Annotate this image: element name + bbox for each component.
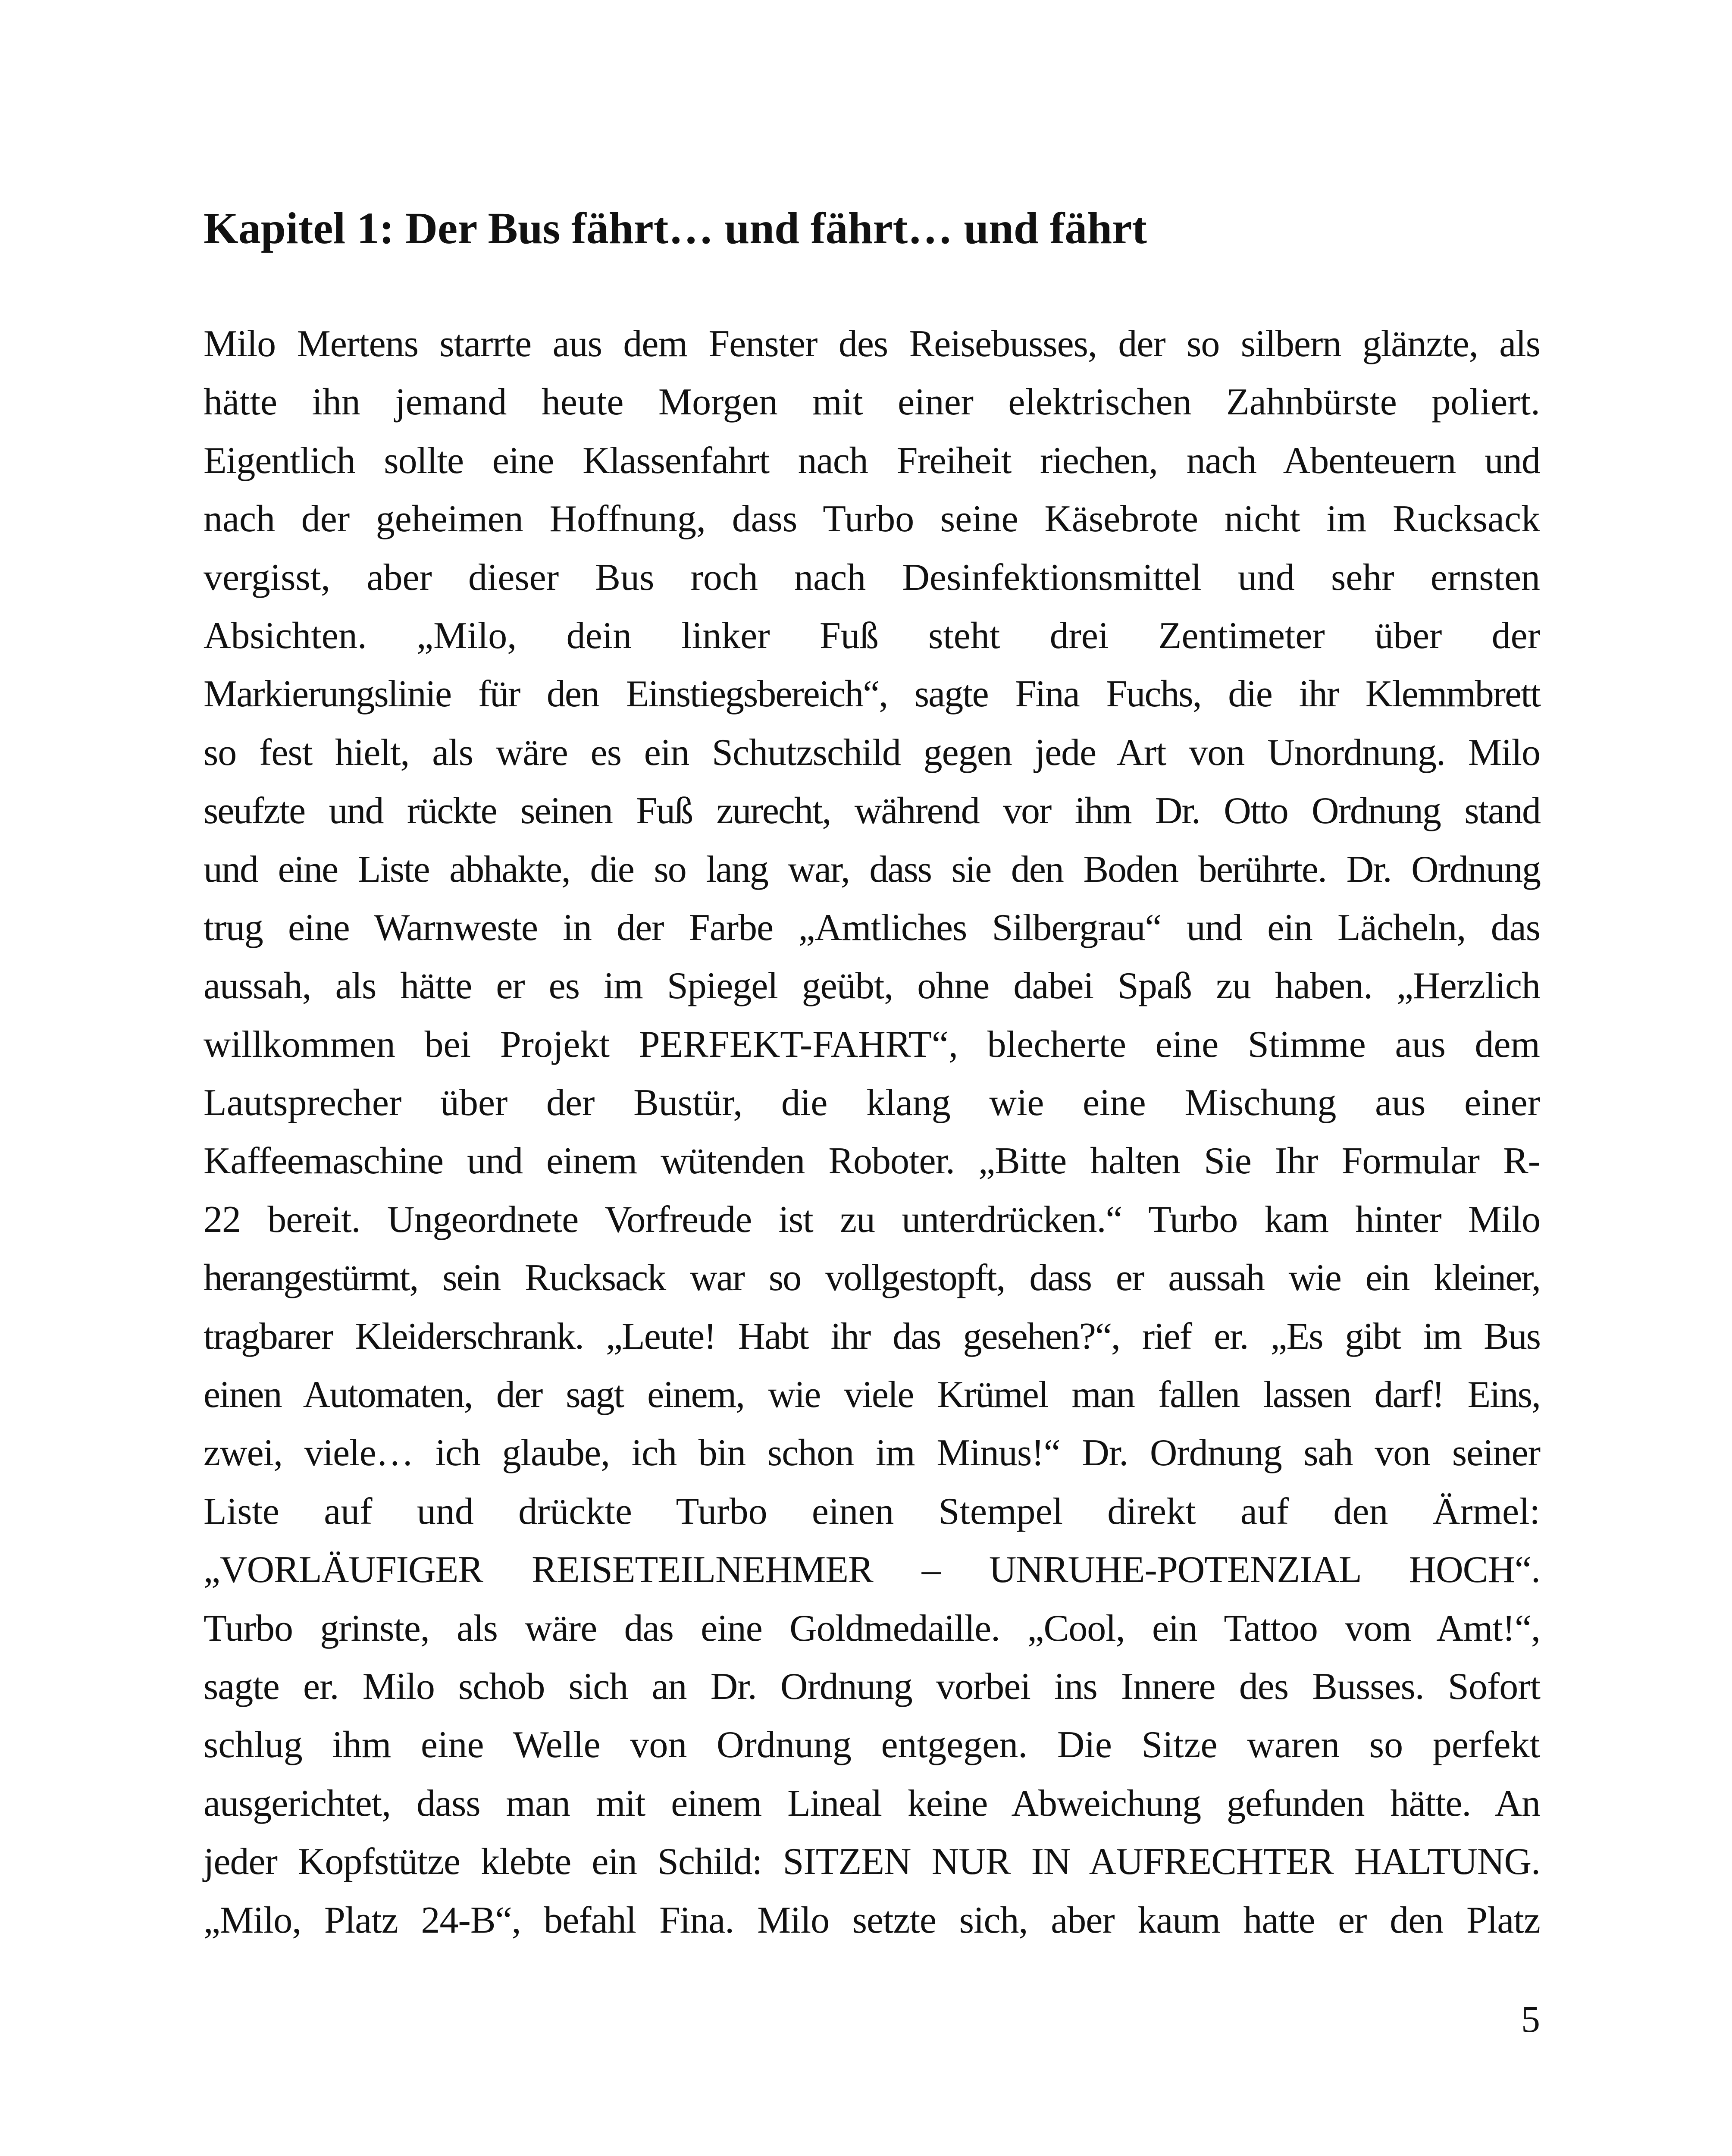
text-line: Kaffeemaschine und einem wütenden Roboter. „Bitte halten Sie Ihr Formular R- — [204, 1140, 1540, 1182]
text-line: jeder Kopfstütze klebte ein Schild: SITZEN NUR IN AUFRECHTER HALTUNG. — [204, 1841, 1540, 1883]
text-line: zwei, viele… ich glaube, ich bin schon im Minus!“ Dr. Ordnung sah von seiner — [204, 1432, 1540, 1474]
text-line: Absichten. „Milo, dein linker Fuß steht drei Zentimeter über der — [204, 614, 1540, 657]
text-line: sagte er. Milo schob sich an Dr. Ordnung vorbei ins Innere des Busses. Sofort — [204, 1665, 1540, 1708]
text-line: Milo Mertens starrte aus dem Fenster des Reisebusses, der so silbern glänzte, als — [204, 323, 1540, 365]
text-line: hätte ihn jemand heute Morgen mit einer elektrischen Zahnbürste poliert. — [204, 381, 1540, 423]
text-line: willkommen bei Projekt PERFEKT-FAHRT“, blecherte eine Stimme aus dem — [204, 1023, 1540, 1065]
text-line: Lautsprecher über der Bustür, die klang wie eine Mischung aus einer — [204, 1082, 1540, 1124]
text-line: Liste auf und drückte Turbo einen Stempel direkt auf den Ärmel: — [204, 1490, 1540, 1532]
text-line: „VORLÄUFIGER REISETEILNEHMER – UNRUHE-POTENZIAL HOCH“. — [204, 1549, 1540, 1591]
text-line: 22 bereit. Ungeordnete Vorfreude ist zu unterdrücken.“ Turbo kam hinter Milo — [204, 1198, 1540, 1241]
text-line: Turbo grinste, als wäre das eine Goldmedaille. „Cool, ein Tattoo vom Amt!“, — [204, 1607, 1540, 1649]
text-line: seufzte und rückte seinen Fuß zurecht, während vor ihm Dr. Otto Ordnung stand — [204, 790, 1540, 832]
text-line: herangestürmt, sein Rucksack war so vollgestopft, dass er aussah wie ein kleiner, — [204, 1257, 1540, 1299]
text-line: nach der geheimen Hoffnung, dass Turbo seine Käsebrote nicht im Rucksack — [204, 498, 1540, 540]
text-line: ausgerichtet, dass man mit einem Lineal keine Abweichung gefunden hätte. An — [204, 1782, 1540, 1824]
text-line: Markierungslinie für den Einstiegsbereich“, sagte Fina Fuchs, die ihr Klemmbrett — [204, 673, 1540, 715]
text-line: vergisst, aber dieser Bus roch nach Desinfektionsmittel und sehr ernsten — [204, 556, 1540, 599]
text-line: und eine Liste abhakte, die so lang war, dass sie den Boden berührte. Dr. Ordnung — [204, 848, 1540, 890]
body-text — [204, 315, 1540, 1949]
text-line: einen Automaten, der sagt einem, wie viele Krümel man fallen lassen darf! Eins, — [204, 1374, 1540, 1416]
text-line: so fest hielt, als wäre es ein Schutzschild gegen jede Art von Unordnung. Milo — [204, 731, 1540, 774]
text-line: „Milo, Platz 24-B“, befahl Fina. Milo setzte sich, aber kaum hatte er den Platz — [204, 1899, 1540, 1941]
text-line: trug eine Warnweste in der Farbe „Amtliches Silbergrau“ und ein Lächeln, das — [204, 906, 1540, 949]
page-number: 5 — [1521, 1999, 1540, 2040]
text-line: schlug ihm eine Welle von Ordnung entgegen. Die Sitze waren so perfekt — [204, 1724, 1540, 1766]
text-line: Eigentlich sollte eine Klassenfahrt nach Freiheit riechen, nach Abenteuern und — [204, 439, 1540, 482]
text-line: aussah, als hätte er es im Spiegel geübt, ohne dabei Spaß zu haben. „Herzlich — [204, 965, 1540, 1007]
chapter-title: Kapitel 1: Der Bus fährt… und fährt… und fährt — [204, 204, 1147, 253]
text-line: tragbarer Kleiderschrank. „Leute! Habt ihr das gesehen?“, rief er. „Es gibt im Bus — [204, 1315, 1540, 1357]
